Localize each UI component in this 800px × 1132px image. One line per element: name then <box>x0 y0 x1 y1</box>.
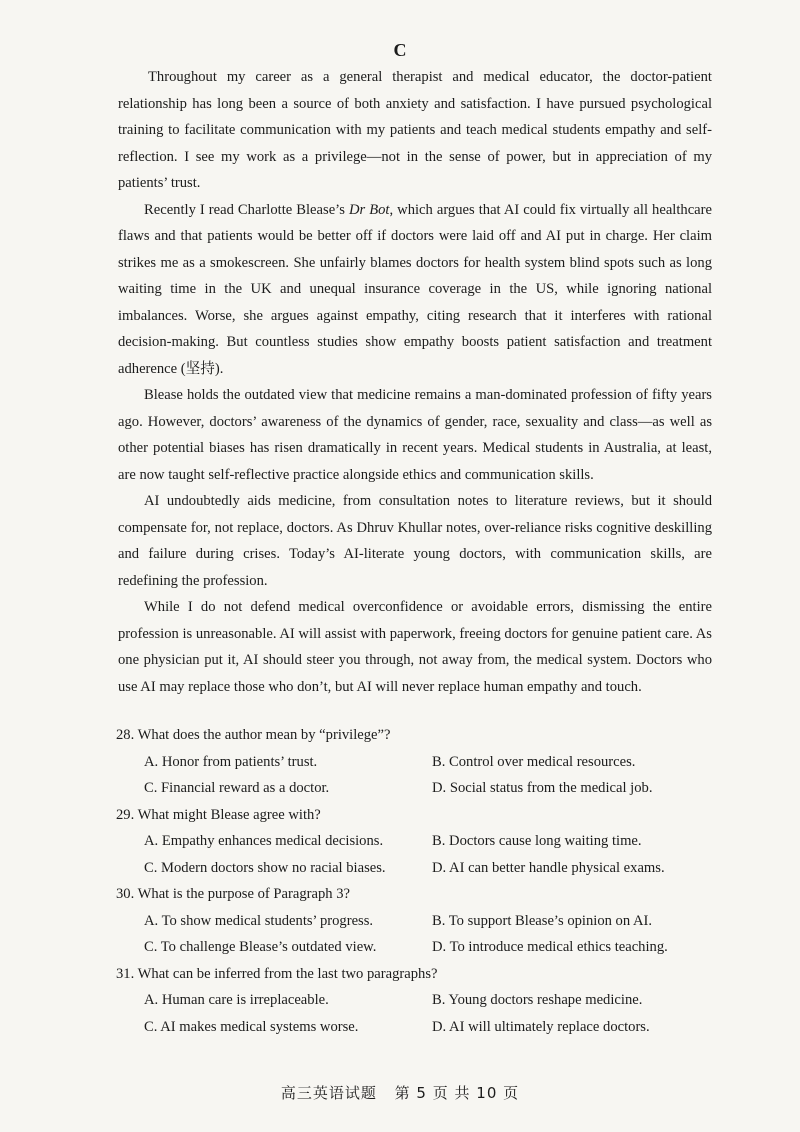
option-a: A. Human care is irreplaceable. <box>144 992 329 1008</box>
option-d: D. AI can better handle physical exams. <box>432 859 665 876</box>
paragraph-2-lead: Recently I read Charlotte Blease’s <box>144 201 349 218</box>
option-grid <box>116 908 716 961</box>
book-title: Dr Bot <box>348 201 390 218</box>
option-b: B. Control over medical resources. <box>432 753 636 770</box>
question-29 <box>116 802 716 882</box>
option-a: A. Empathy enhances medical decisions. <box>144 833 384 849</box>
question-28 <box>116 722 716 802</box>
paragraph-3: Blease holds the outdated view that medicine remains a man-dominated profession of fifty years ago. However, doctors’ awareness of the dynamics of gender, race, sexuality and class—as well as other potential biases has risen dramatically in recent years. Medical students in Australia, at least, are now taught self-reflective practice alongside ethics and communication skills. <box>118 387 712 483</box>
option-c: C. Modern doctors show no racial biases. <box>144 859 386 876</box>
question-list <box>116 722 716 1040</box>
footer-page-number: 第 5 页 共 10 页 <box>394 1084 520 1102</box>
option-d: D. To introduce medical ethics teaching. <box>432 939 668 955</box>
page-footer <box>0 1082 800 1103</box>
question-30 <box>116 881 716 961</box>
option-b: B. Young doctors reshape medicine. <box>432 992 643 1008</box>
section-heading: C <box>393 40 407 60</box>
reading-passage <box>118 64 712 700</box>
paragraph-4: AI undoubtedly aids medicine, from consultation notes to literature reviews, but it should compensate for, not replace, doctors. As Dhruv Khullar notes, over-reliance risks cognitive deskilling and failure during crises. Today’s AI-literate young doctors, with communication skills, are redefining the profession. <box>118 493 712 589</box>
option-b: B. To support Blease’s opinion on AI. <box>432 912 653 929</box>
option-c: C. AI makes medical systems worse. <box>144 1018 359 1035</box>
option-a: A. To show medical students’ progress. <box>144 912 374 929</box>
option-a: A. Honor from patients’ trust. <box>144 753 318 770</box>
question-31 <box>116 961 716 1041</box>
option-grid <box>116 749 716 802</box>
question-stem: 30. What is the purpose of Paragraph 3? <box>116 886 350 902</box>
option-d: D. AI will ultimately replace doctors. <box>432 1018 650 1035</box>
option-d: D. Social status from the medical job. <box>432 780 653 796</box>
footer-subject: 高三英语试题 <box>280 1084 377 1102</box>
paragraph-5: While I do not defend medical overconfidence or avoidable errors, dismissing the entire profession is unreasonable. AI will assist with paperwork, freeing doctors for genuine patient care. As one physician put it, AI should steer you through, not away from, the medical system. Doctors who use AI may replace those who don’t, but AI will never replace human empathy and touch. <box>118 599 712 695</box>
question-stem: 29. What might Blease agree with? <box>116 806 321 823</box>
option-b: B. Doctors cause long waiting time. <box>432 833 642 849</box>
option-c: C. To challenge Blease’s outdated view. <box>144 939 377 955</box>
paragraph-2 <box>118 197 712 383</box>
option-grid <box>116 987 716 1040</box>
option-c: C. Financial reward as a doctor. <box>144 780 330 796</box>
question-stem: 31. What can be inferred from the last two paragraphs? <box>116 965 438 982</box>
option-grid <box>116 828 716 881</box>
paragraph-1: Throughout my career as a general therapist and medical educator, the doctor-patient relationship has long been a source of both anxiety and satisfaction. I have pursued psychological training to facilitate communication with my patients and teach medical students empathy and self-reflection. I see my work as a privilege—not in the sense of power, but in appreciation of my patients’ trust. <box>118 69 712 191</box>
paragraph-2-rest: , which argues that AI could fix virtually all healthcare flaws and that patients would be better off if doctors were laid off and AI put in charge. Her claim strikes me as a smokescreen. She unfairly blames doctors for health system blind spots such as long waiting time in the UK and unequal insurance coverage in the US, while ignoring national imbalances. Worse, she argues against empathy, citing research that it interferes with rational decision-making. But countless studies show empathy boosts patient satisfaction and treatment adherence (坚持). <box>118 201 713 377</box>
question-stem: 28. What does the author mean by “privilege”? <box>116 727 391 743</box>
